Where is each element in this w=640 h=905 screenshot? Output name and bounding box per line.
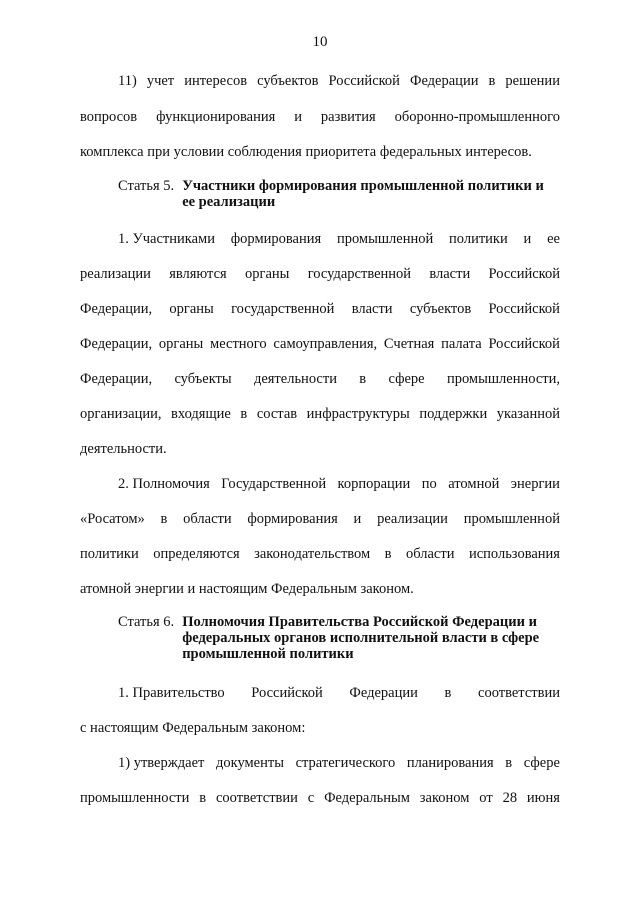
text-line: 1) утверждает документы стратегического планирования в сфере — [118, 755, 560, 771]
text-line: 2. Полномочия Государственной корпорации по атомной энергии — [118, 476, 560, 492]
text-line: 11) учет интересов субъектов Российской Федерации в решении — [118, 73, 560, 89]
text-line: «Росатом» в области формирования и реализации промышленной — [80, 511, 560, 527]
article-5-heading — [118, 178, 544, 210]
text-line: Федерации, органы государственной власти субъектов Российской — [80, 301, 560, 317]
text-line: Федерации, субъекты деятельности в сфере промышленности, — [80, 371, 560, 387]
text-line: вопросов функционирования и развития оборонно-промышленного — [80, 109, 560, 125]
text-line: атомной энергии и настоящим Федеральным законом. — [80, 581, 414, 597]
article-number: Статья 5. — [118, 178, 175, 194]
text-line: с настоящим Федеральным законом: — [80, 720, 306, 736]
text-line: деятельности. — [80, 441, 167, 457]
article-number: Статья 6. — [118, 614, 175, 630]
text-line: промышленности в соответствии с Федеральным законом от 28 июня — [80, 790, 560, 806]
text-line: 1. Правительство Российской Федерации в соответствии — [118, 685, 560, 701]
page-number: 10 — [312, 34, 328, 50]
article-title: Участники формирования промышленной политики и ее реализации — [182, 178, 544, 210]
text-line: Федерации, органы местного самоуправления, Счетная палата Российской — [80, 336, 560, 352]
text-line: 1. Участниками формирования промышленной политики и ее — [118, 231, 560, 247]
text-line: политики определяются законодательством в области использования — [80, 546, 560, 562]
text-line: реализации являются органы государственной власти Российской — [80, 266, 560, 282]
article-6-heading — [118, 614, 539, 662]
article-title: Полномочия Правительства Российской Федерации и федеральных органов исполнительной власти в сфере промышленной политики — [182, 614, 540, 662]
text-line: комплекса при условии соблюдения приоритета федеральных интересов. — [80, 144, 532, 160]
text-line: организации, входящие в состав инфраструктуры поддержки указанной — [80, 406, 560, 422]
